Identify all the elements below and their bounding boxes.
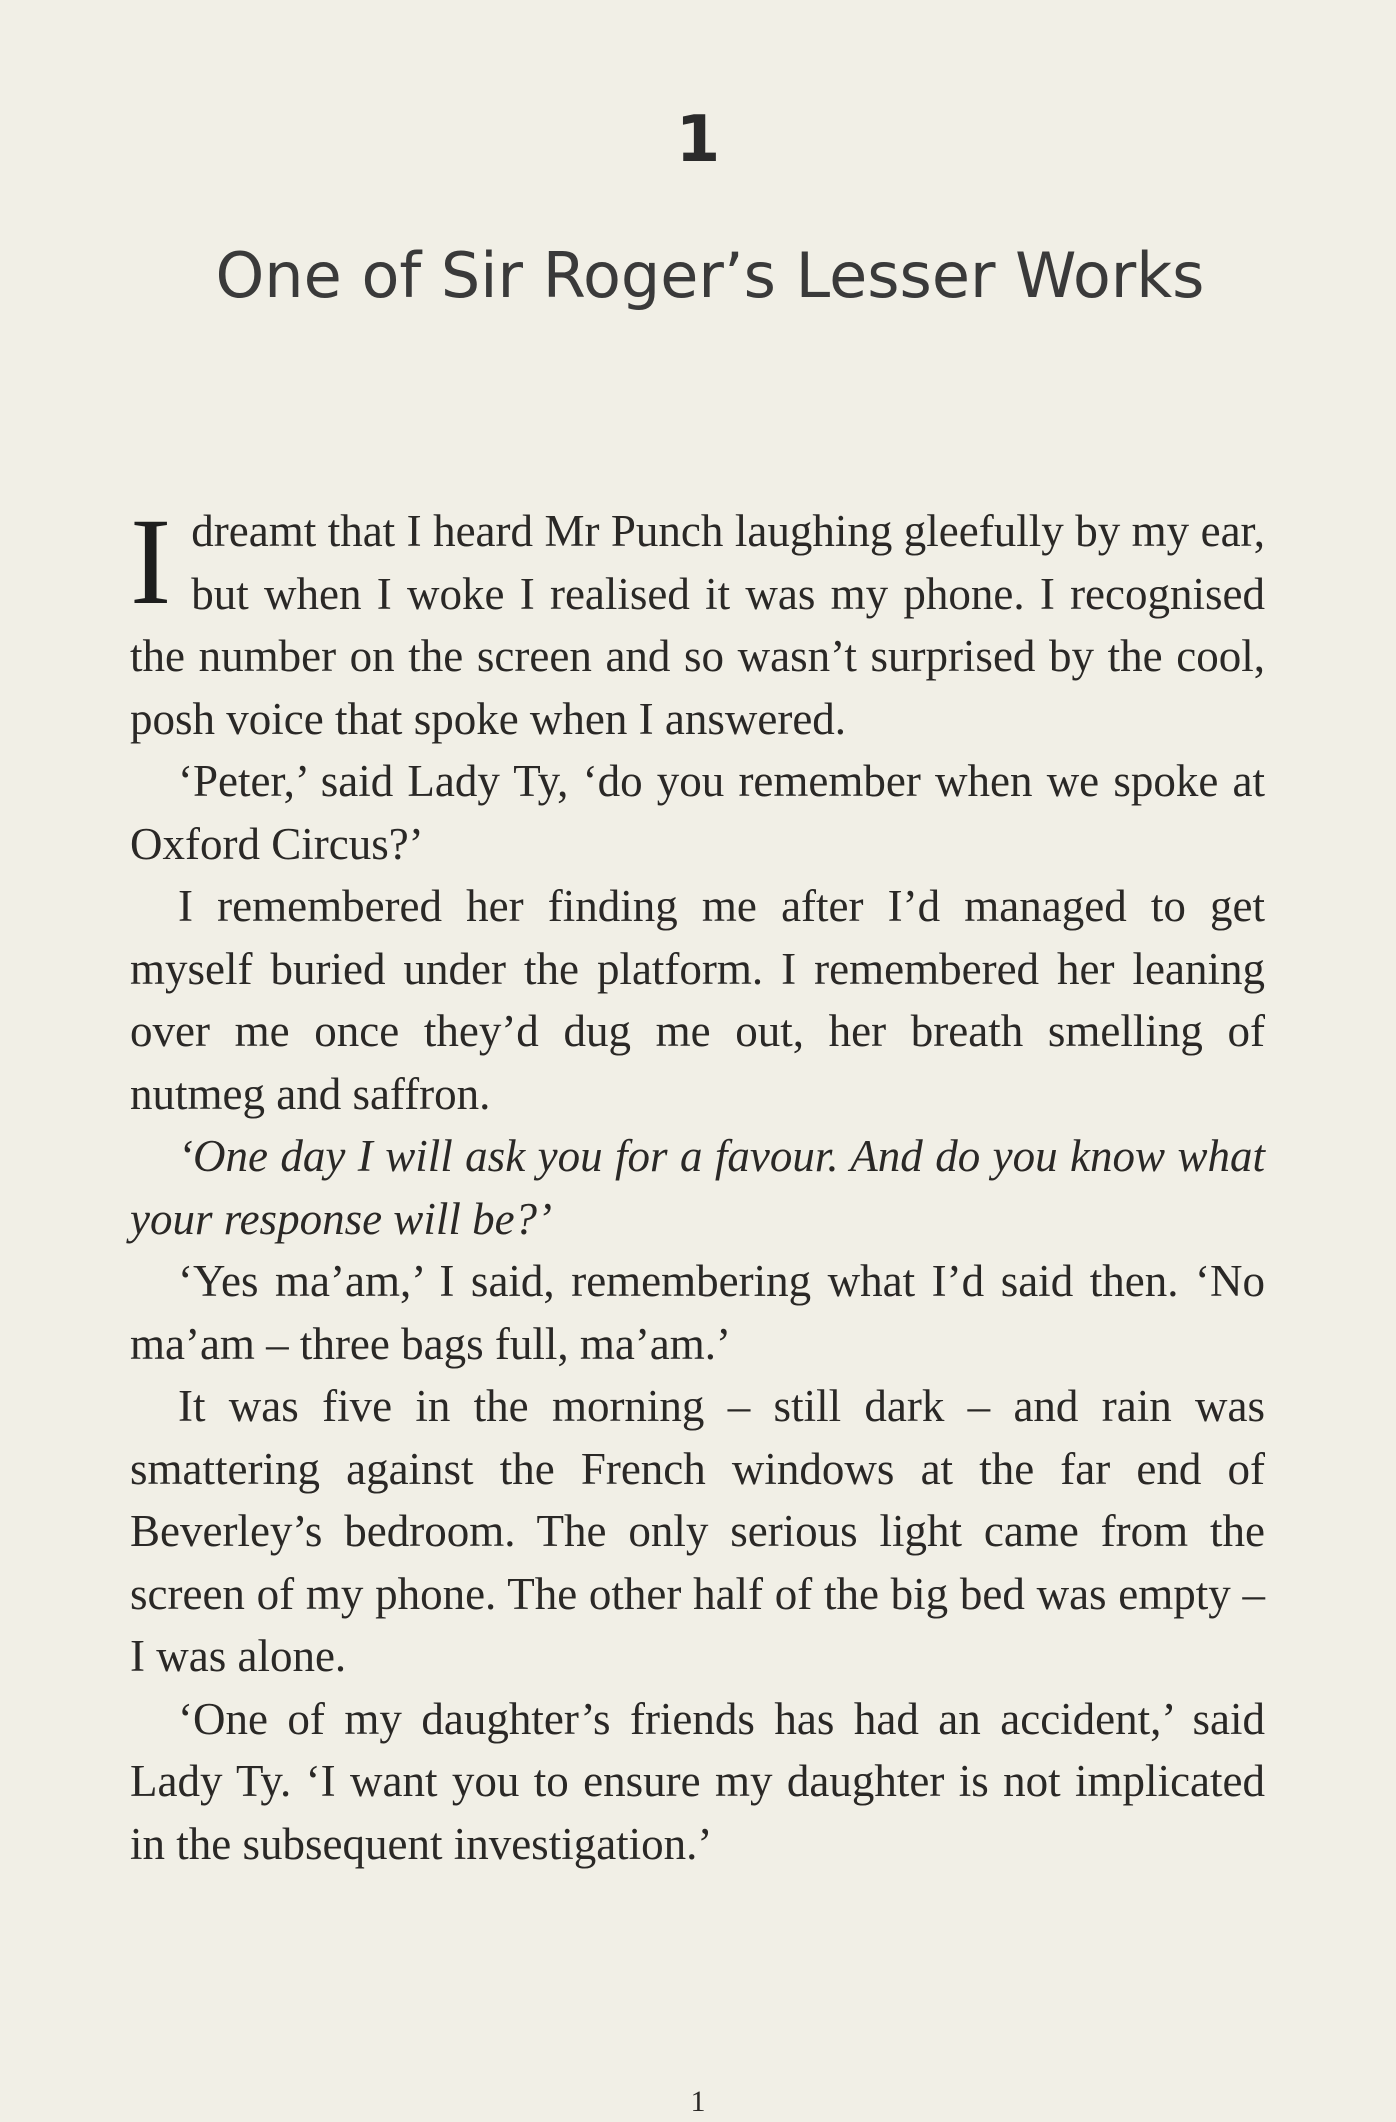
- page-number: 1: [690, 2085, 706, 2118]
- paragraph-3: I remembered her finding me after I’d managed to get myself buried under the platform. I remembered her leaning over me once they’d dug me out, her breath smelling of nutmeg and saffron.: [130, 881, 1265, 1119]
- chapter-body: [130, 493, 1265, 1875]
- paragraph-4-italic: ‘One day I will ask you for a favour. And do you know what your response will be?’: [130, 1131, 1265, 1244]
- paragraph-1-text: dreamt that I heard Mr Punch laughing gleefully by my ear, but when I woke I realised it was my phone. I recognised the number on the screen and so wasn’t surprised by the cool, posh voice that spoke when I answered.: [130, 506, 1265, 744]
- paragraph-2: ‘Peter,’ said Lady Ty, ‘do you remember when we spoke at Oxford Circus?’: [130, 756, 1265, 869]
- chapter-number: 1: [675, 103, 721, 177]
- paragraph-6: It was five in the morning – still dark – and rain was smattering against the French windows at the far end of Beverley’s bedroom. The only serious light came from the screen of my phone. The other half of the big bed was empty – I was alone.: [130, 1381, 1265, 1681]
- drop-cap: I: [130, 493, 172, 630]
- chapter-title: One of Sir Roger’s Lesser Works: [215, 239, 1205, 312]
- paragraph-5: ‘Yes ma’am,’ I said, remembering what I’d said then. ‘No ma’am – three bags full, ma’am.’: [130, 1256, 1265, 1369]
- paragraph-1: [130, 493, 1265, 750]
- paragraph-7: ‘One of my daughter’s friends has had an accident,’ said Lady Ty. ‘I want you to ensure my daughter is not implicated in the subsequent investigation.’: [130, 1693, 1265, 1869]
